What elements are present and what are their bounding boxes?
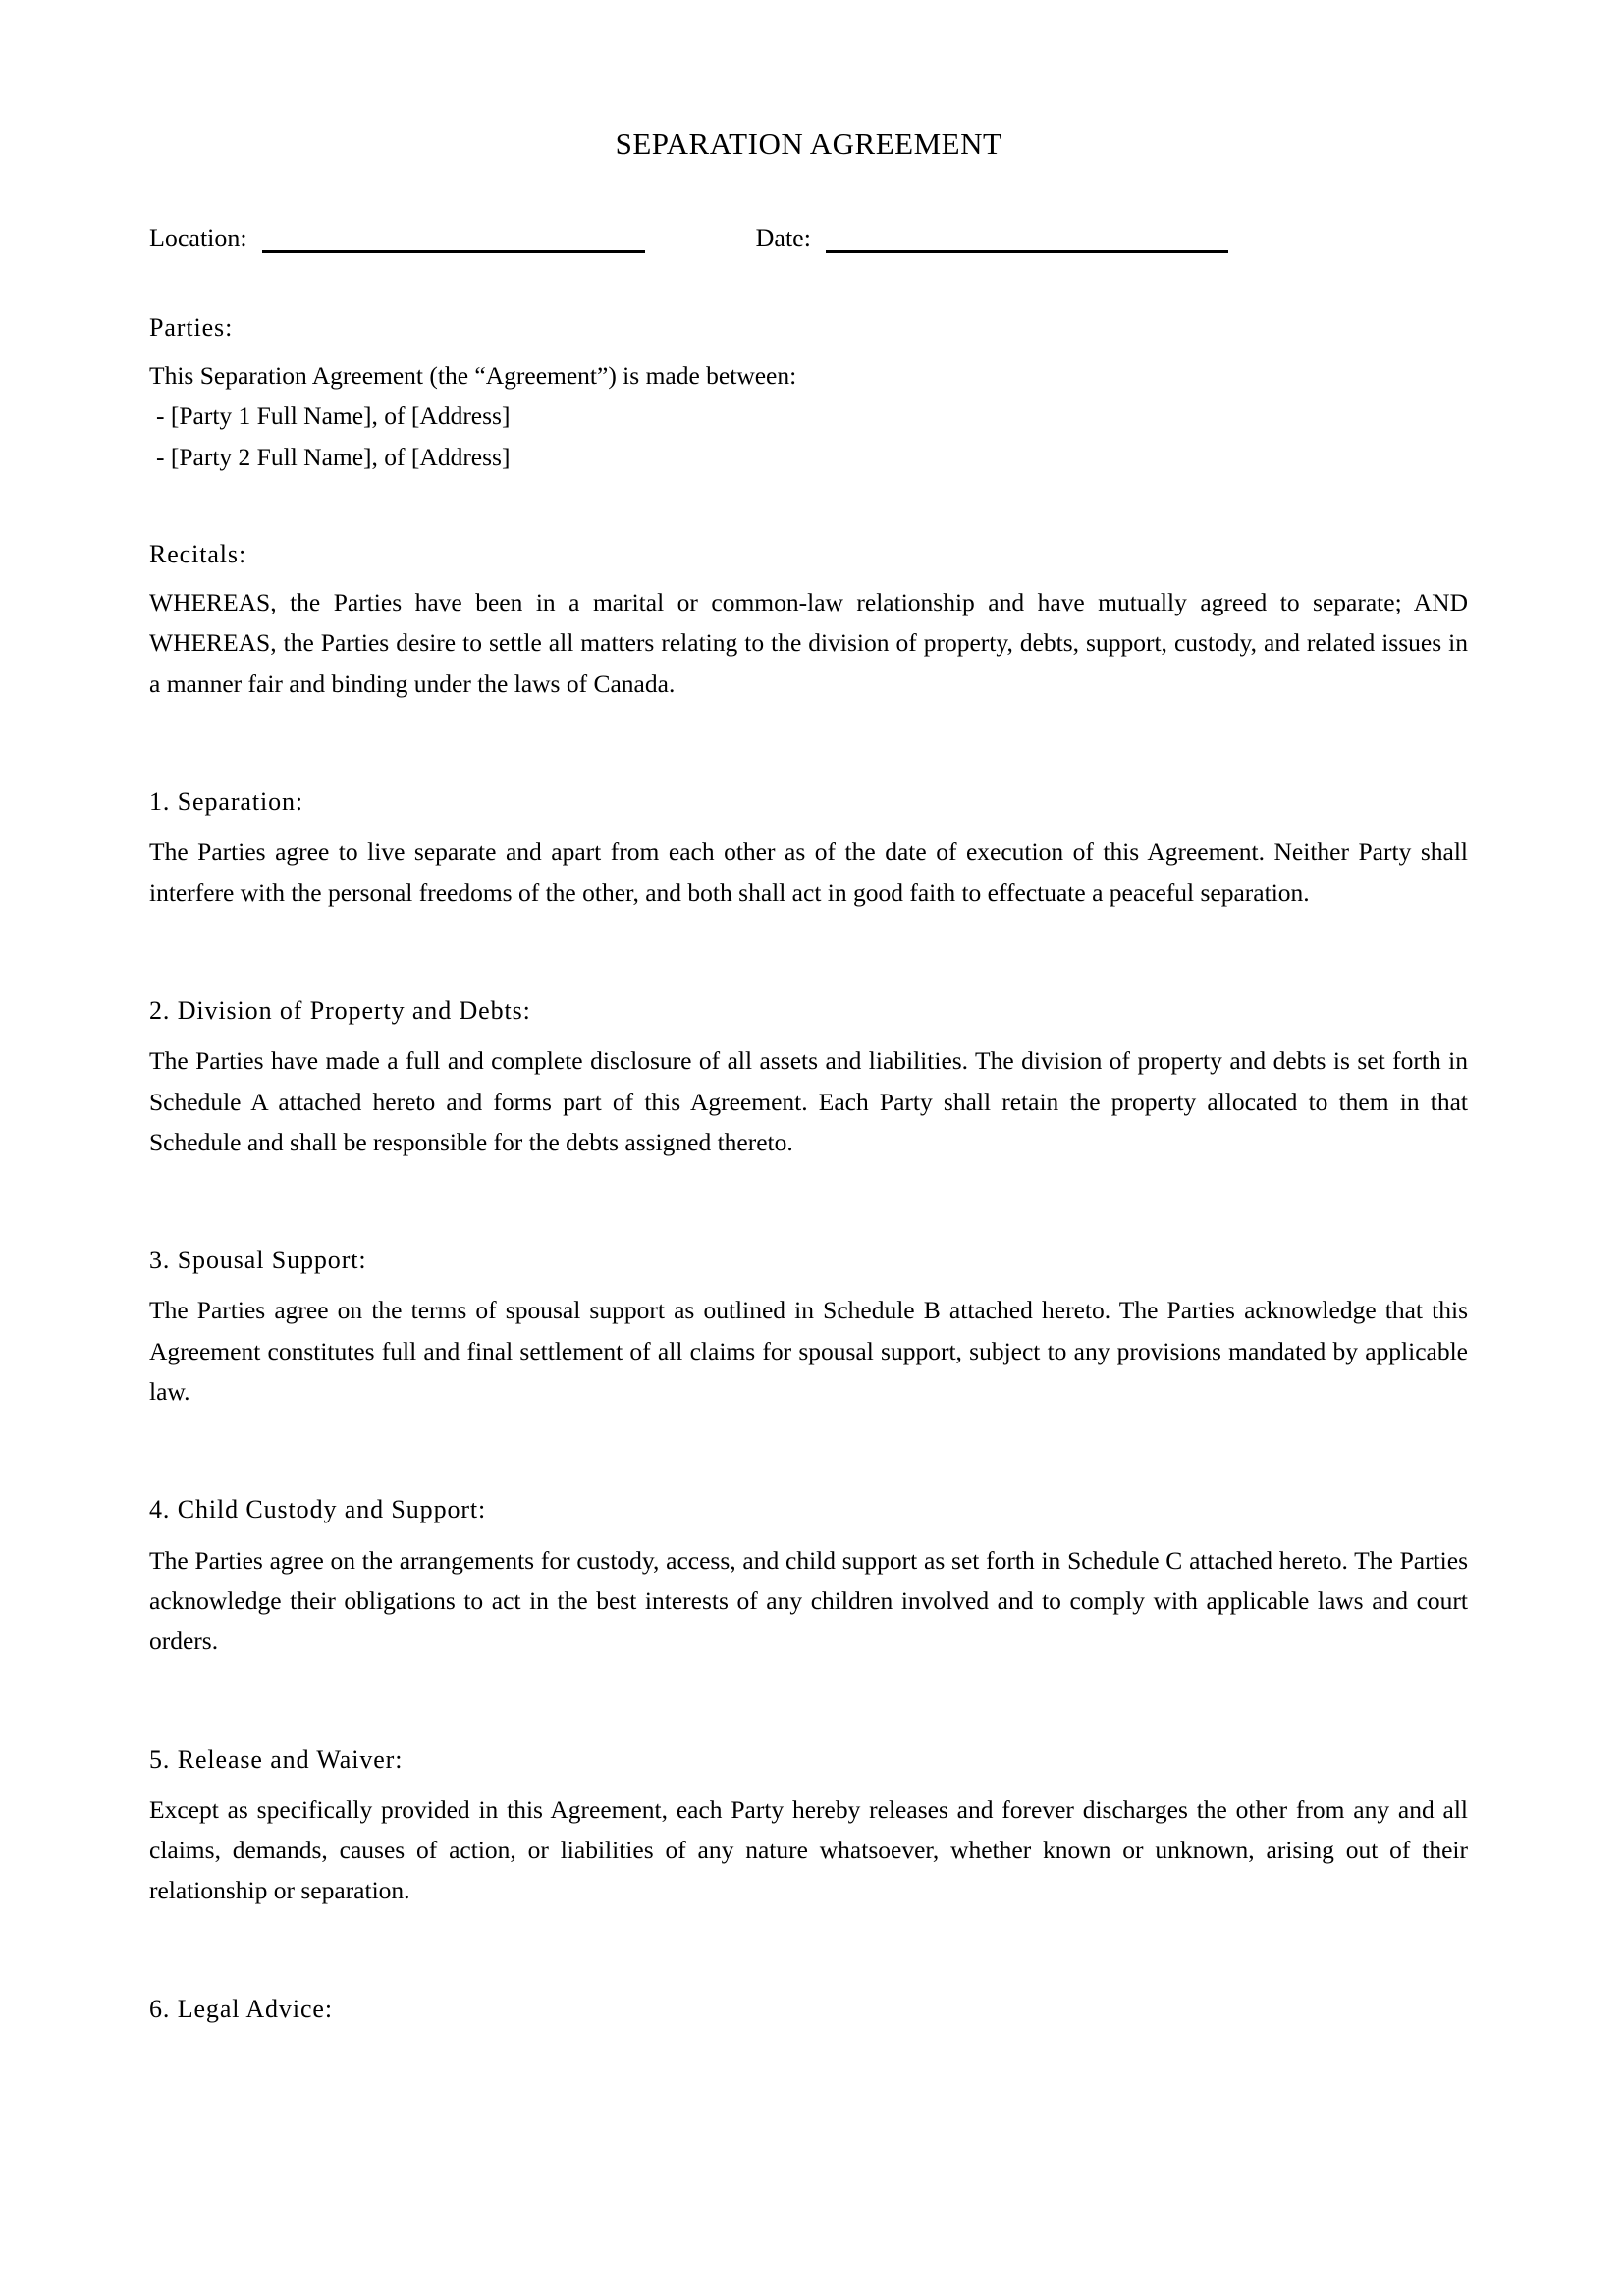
section-body: The Parties have made a full and complete disclosure of all assets and liabilities. The division of property and debts is set forth in Schedule A attached hereto and forms part of this Agreement. Each Party shall retain the property allocated to them in that Schedule and shall be responsible for the debts assigned thereto. — [149, 1046, 1468, 1156]
document-section — [149, 782, 1468, 913]
parties-section — [149, 308, 1468, 477]
section-heading: 2. Division of Property and Debts: — [149, 995, 531, 1025]
document-section — [149, 1740, 1468, 1911]
recitals-heading: Recitals: — [149, 539, 247, 568]
document-content — [149, 0, 1468, 2039]
location-date-row — [149, 223, 1468, 257]
document-section — [149, 991, 1468, 1162]
section-heading: 3. Spousal Support: — [149, 1246, 367, 1275]
numbered-sections — [149, 782, 1468, 2029]
parties-intro: This Separation Agreement (the “Agreement”) is made between: — [149, 360, 797, 390]
section-body: The Parties agree on the arrangements for custody, access, and child support as set forth in Schedule C attached hereto. The Parties acknowledge their obligations to act in the best interests of any children involved and to comply with applicable laws and court orders. — [149, 1545, 1468, 1656]
document-section — [149, 1990, 1468, 2029]
party-1-line: - [Party 1 Full Name], of [Address] — [156, 401, 511, 431]
date-input-rule[interactable] — [826, 250, 1228, 253]
party-2-line: - [Party 2 Full Name], of [Address] — [156, 442, 511, 471]
parties-heading: Parties: — [149, 312, 234, 342]
location-input-rule[interactable] — [262, 250, 645, 253]
location-label: Location: — [149, 224, 247, 253]
location-field — [149, 223, 645, 257]
date-label: Date: — [755, 224, 811, 253]
section-heading: 4. Child Custody and Support: — [149, 1495, 487, 1524]
page-title: SEPARATION AGREEMENT — [615, 127, 1002, 161]
section-heading: 1. Separation: — [149, 787, 304, 817]
recitals-section — [149, 535, 1468, 704]
section-body: Except as specifically provided in this Agreement, each Party hereby releases and forever discharges the other from any and all claims, demands, causes of action, or liabilities of any nature whatsoever, whether known or unknown, arising out of their relationship or separation. — [149, 1794, 1468, 1905]
section-heading: 5. Release and Waiver: — [149, 1744, 404, 1774]
document-section — [149, 1241, 1468, 1412]
section-body: The Parties agree to live separate and apart from each other as of the date of execution of this Agreement. Neither Party shall interfere with the personal freedoms of the other, and both shall act in good faith to effectuate a peaceful separation. — [149, 837, 1468, 907]
section-body: The Parties agree on the terms of spousal support as outlined in Schedule B attached hereto. The Parties acknowledge that this Agreement constitutes full and final settlement of all claims for spousal support, subject to any provisions mandated by applicable law. — [149, 1296, 1468, 1407]
recitals-body: WHEREAS, the Parties have been in a marital or common-law relationship and have mutually agreed to separate; AND WHEREAS, the Parties desire to settle all matters relating to the division of property, debts, support, custody, and related issues in a manner fair and binding under the laws of Canada. — [149, 588, 1468, 698]
document-section — [149, 1490, 1468, 1661]
date-field — [756, 223, 1228, 257]
section-heading: 6. Legal Advice: — [149, 1994, 333, 2023]
